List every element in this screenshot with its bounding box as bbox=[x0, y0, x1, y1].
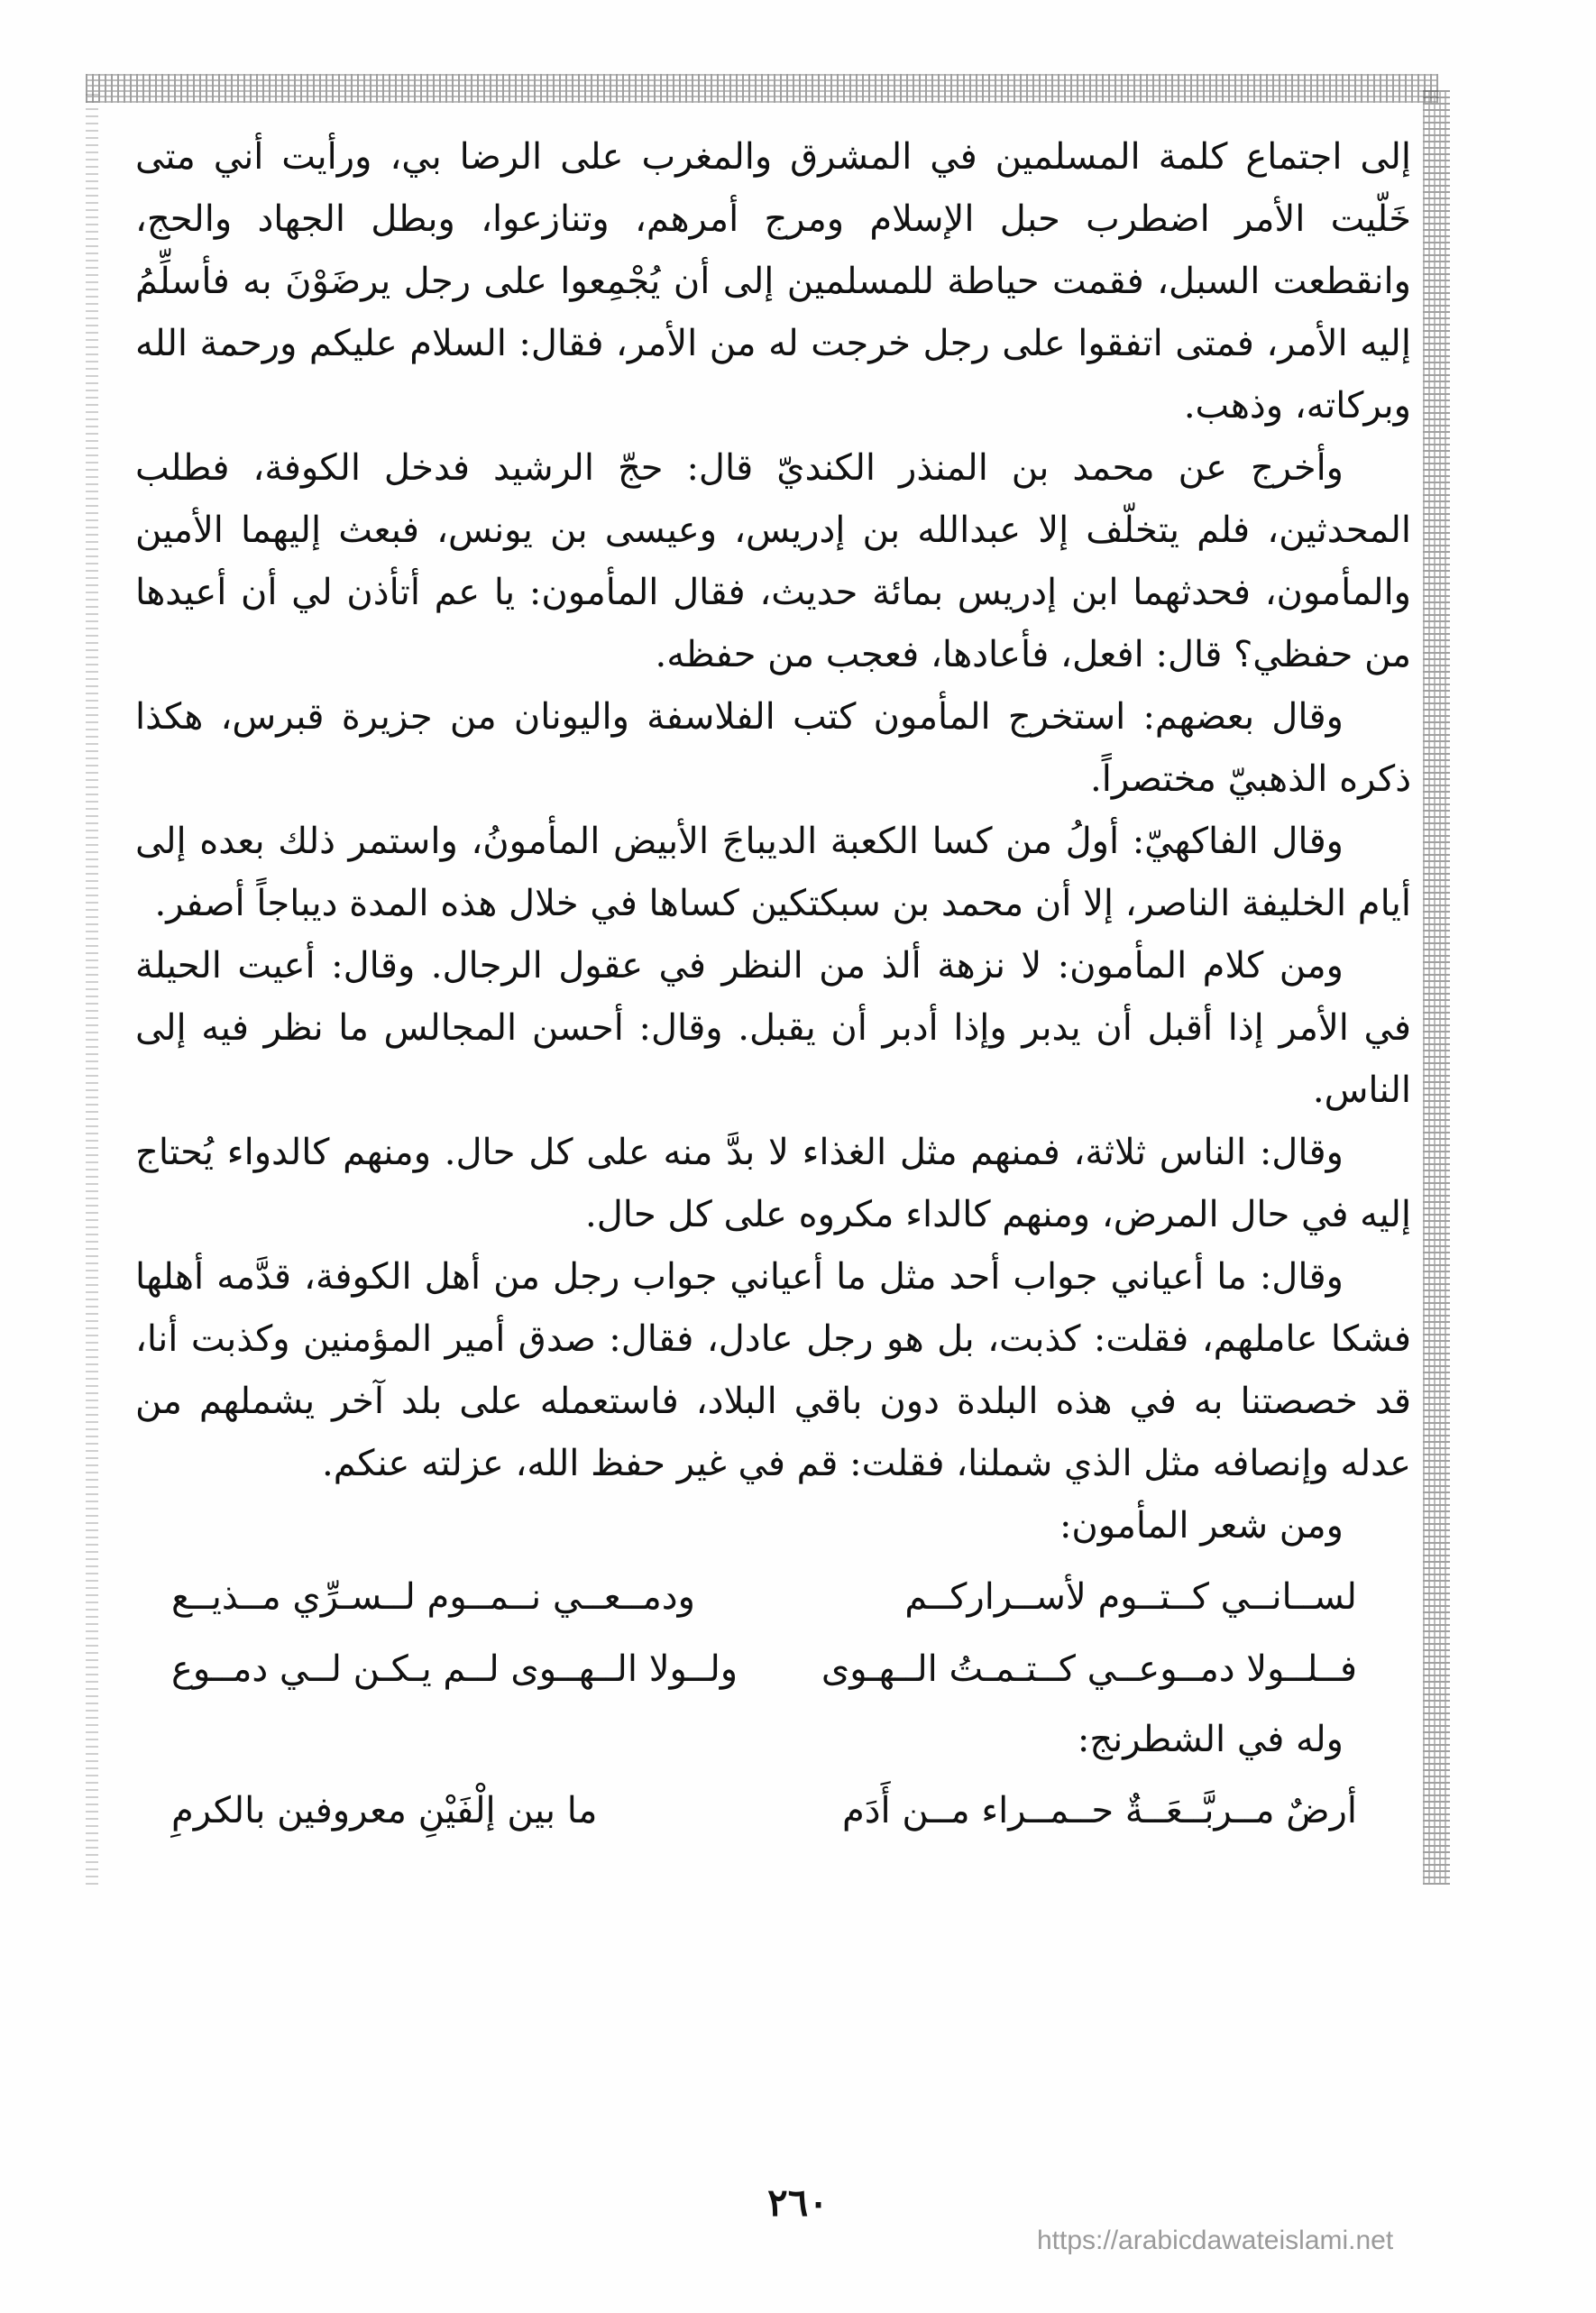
chess-intro: وله في الشطرنج: bbox=[1077, 1719, 1344, 1760]
paragraph-7: وقال: ما أعياني جواب أحد مثل ما أعياني جواب رجل من أهل الكوفة، قدَّمه أهلها فشكا عاملهم، فقلت: كذبت، بل هو رجل عادل، فقال: صدق أمير المؤمنين وكذبت أنا، قد خصصتنا به في هذه البلدة دون باقي البلاد، فاستعمله على بلد آخر يشملهم من عدله وإنصافه مثل الذي شملنا، فقلت: قم في غير حفظ الله، عزلته عنكم. bbox=[135, 1256, 1411, 1484]
decorative-border-top bbox=[86, 74, 1438, 103]
poem-verse-1 bbox=[135, 1565, 1411, 1629]
decorative-border-right bbox=[1423, 90, 1450, 1885]
chess-verse bbox=[135, 1778, 1411, 1843]
verse-1-second-hemistich: ودمــعــي نــمــوم لــسـرِّي مــذيــع bbox=[171, 1576, 695, 1618]
paragraph-1: إلى اجتماع كلمة المسلمين في المشرق والمغرب على الرضا بي، ورأيت أني متى خَلّيت الأمر اضطرب حبل الإسلام ومرج أمرهم، وتنازعوا، وبطل الجهاد والحج، وانقطعت السبل، فقمت حياطة للمسلمين إلى أن يُجْمِعوا على رجل يرضَوْنَ به فأسلِّمُ إليه الأمر، فمتى اتفقوا على رجل خرجت له من الأمر، فقال: السلام عليكم ورحمة الله وبركاته، وذهب. bbox=[135, 136, 1411, 427]
verse-2-first-hemistich: فــلــولا دمــوعــي كــتـمـتُ الــهـوى bbox=[821, 1648, 1357, 1690]
decorative-border-left bbox=[86, 90, 98, 1885]
paragraph-3: وقال بعضهم: استخرج المأمون كتب الفلاسفة واليونان من جزيرة قبرس، هكذا ذكره الذهبيّ مختصراً. bbox=[135, 696, 1411, 800]
paragraph-5: ومن كلام المأمون: لا نزهة ألذ من النظر في عقول الرجال. وقال: أعيت الحيلة في الأمر إذا أقبل أن يدبر وإذا أدبر أن يقبل. وقال: أحسن المجالس ما نظر فيه إلى الناس. bbox=[135, 945, 1411, 1111]
chess-verse-second-hemistich: ما بين إلْفَيْنِ معروفين بالكرمِ bbox=[171, 1790, 598, 1831]
watermark-url: https://arabicdawateislami.net bbox=[1037, 2226, 1394, 2255]
poem-verse-2 bbox=[135, 1637, 1411, 1702]
paragraph-6: وقال: الناس ثلاثة، فمنهم مثل الغذاء لا بدَّ منه على كل حال. ومنهم كالدواء يُحتاج إليه في حال المرض، ومنهم كالداء مكروه على كل حال. bbox=[135, 1132, 1411, 1235]
paragraph-2: وأخرج عن محمد بن المنذر الكنديّ قال: حجّ الرشيد فدخل الكوفة، فطلب المحدثين، فلم يتخلّف إلا عبدالله بن إدريس، وعيسى بن يونس، فبعث إليهما الأمين والمأمون، فحدثهما ابن إدريس بمائة حديث، فقال المأمون: يا عم أتأذن لي أن أعيدها من حفظي؟ قال: افعل، فأعادها، فعجب من حفظه. bbox=[135, 447, 1412, 675]
verse-2-second-hemistich: ولــولا الــهــوى لــم يـكـن لــي دمــوع bbox=[171, 1648, 738, 1690]
page-number: ٢٦٠ bbox=[767, 2180, 829, 2225]
chess-verse-first-hemistich: أرضٌ مــربَّــعَــةٌ حــمــراء مــن أَدَم bbox=[841, 1790, 1357, 1831]
page-text bbox=[135, 126, 1411, 1850]
poetry-intro: ومن شعر المأمون: bbox=[1059, 1505, 1344, 1547]
verse-1-first-hemistich: لســانــي كــتــوم لأســراركــم bbox=[904, 1576, 1357, 1618]
paragraph-4: وقال الفاكهيّ: أولُ من كسا الكعبة الديباجَ الأبيض المأمونُ، واستمر ذلك بعده إلى أيام الخليفة الناصر، إلا أن محمد بن سبكتكين كساها في خلال هذه المدة ديباجاً أصفر. bbox=[135, 821, 1411, 924]
